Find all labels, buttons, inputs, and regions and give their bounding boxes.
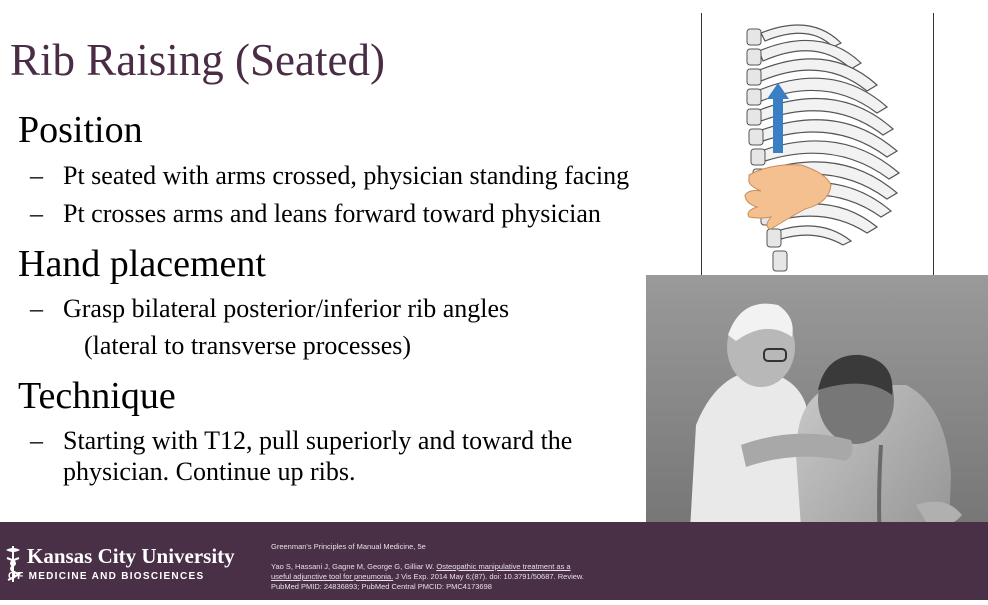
reference-3: PubMed PMID: 24836893; PubMed Central PMCID: PMC4173698 <box>271 582 492 591</box>
reference-2-line-2: useful adjunctive tool for pneumonia. J Vis Exp. 2014 May 6;(87). doi: 10.3791/50687. Review. <box>271 572 584 581</box>
bullet-position-1: – Pt seated with arms crossed, physician standing facing <box>30 161 630 190</box>
footer-band <box>0 522 988 600</box>
heading-technique: Technique <box>18 375 176 417</box>
bullet-position-2: – Pt crosses arms and leans forward toward physician <box>30 199 601 228</box>
bullet-technique-2: physician. Continue up ribs. <box>63 457 356 486</box>
hand-icon <box>745 165 831 229</box>
reference-1: Greenman's Principles of Manual Medicine, 5e <box>271 542 426 551</box>
slide-title: Rib Raising (Seated) <box>10 35 385 85</box>
university-name: Kansas City University <box>27 544 235 568</box>
reference-link-continued[interactable]: useful adjunctive tool for pneumonia. <box>271 572 394 581</box>
university-subtitle: OF MEDICINE AND BIOSCIENCES <box>8 571 205 582</box>
bullet-hand-1: – Grasp bilateral posterior/inferior rib angles <box>30 294 510 323</box>
heading-position: Position <box>18 109 143 151</box>
rib-cage-illustration <box>701 13 934 275</box>
heading-hand-placement: Hand placement <box>18 243 266 285</box>
reference-2-line-1: Yao S, Hassani J, Gagne M, George G, Gilliar W. Osteopathic manipulative treatment as a <box>271 562 571 571</box>
reference-link[interactable]: Osteopathic manipulative treatment as a <box>436 562 571 571</box>
bullet-technique-1: – Starting with T12, pull superiorly and toward the <box>30 426 573 455</box>
bullet-hand-continuation: (lateral to transverse processes) <box>84 331 412 360</box>
